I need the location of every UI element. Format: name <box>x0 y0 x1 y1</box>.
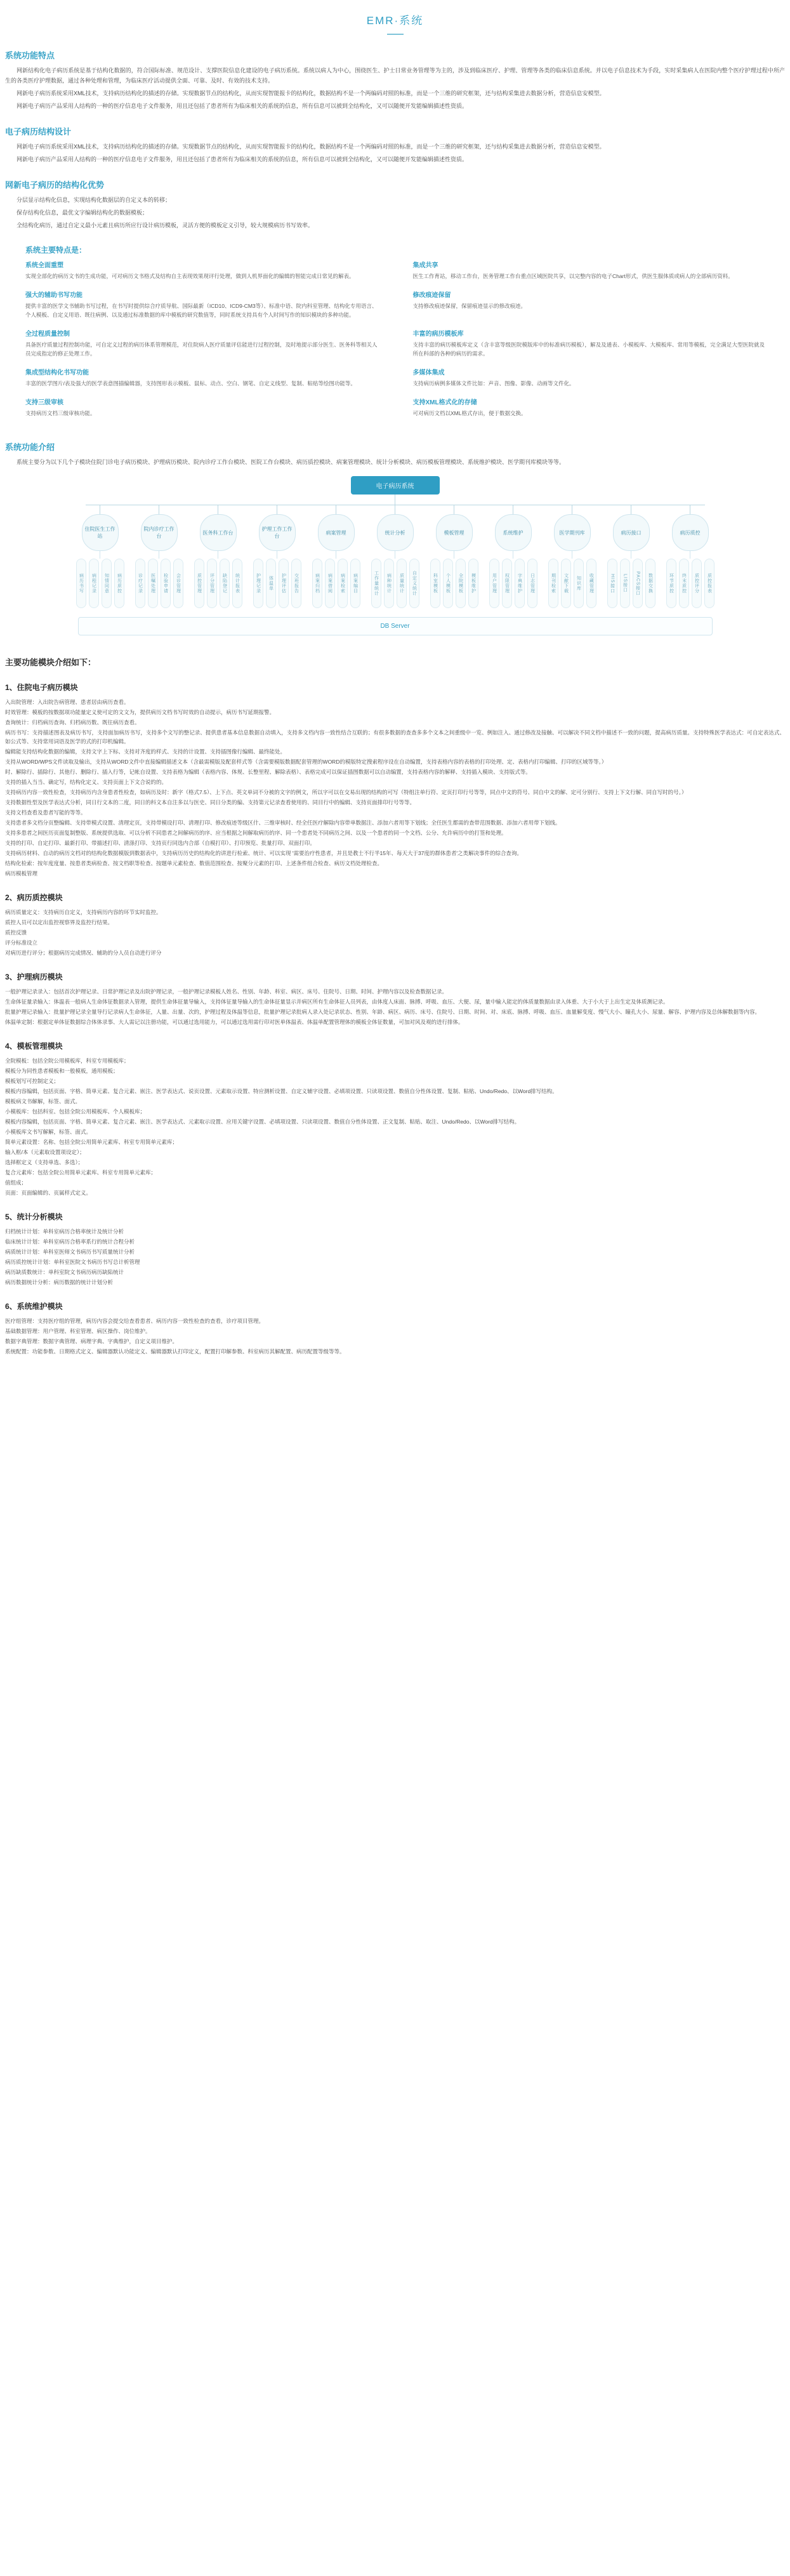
module-body <box>5 908 785 957</box>
module-paragraph: 基础数据管理：用户管理、科室管理、病区操作、岗位维护。 <box>5 1328 151 1334</box>
org-sub-node: 日志管理 <box>527 559 537 608</box>
feature-title: 强大的辅助书写功能 <box>25 292 82 299</box>
section-heading: 系统功能介绍 <box>5 442 55 452</box>
feature-title: 集成型结构化书写功能 <box>25 369 89 376</box>
module-paragraph: 临床统计计划：单科室病历合格率系行的统计合程分析 <box>5 1238 135 1245</box>
org-node: 医务科工作台 <box>200 514 237 551</box>
org-sub-node: 科室模板 <box>430 559 440 608</box>
feature-row <box>25 289 765 328</box>
feature-grid <box>0 244 790 427</box>
module-paragraph: 支持从WORD/WPS文件读取及输出，支持从WORD文件中直接编辑描述文本（含最需模版及配套样式等（含需要模版数据配套管理的WORD的模版特定搜索程序设在自动编置，支持表格内容的表格的打印处理、定、表格内打印编辑、打印的区域等等。） <box>5 759 607 765</box>
org-sub-group <box>489 559 537 608</box>
org-node: 医学期刊库 <box>554 514 591 551</box>
feature-text: 支持丰富的病历模板库定义（含丰富等级医院模版库中的标准病历模板），解及及通表、小模板库、大模板库、常用等模板，完全满足大型医院就及所在科部的各种的病历的需求。 <box>412 342 765 357</box>
org-sub-node: 评分管理 <box>207 559 217 608</box>
org-branch <box>549 505 596 608</box>
module-paragraph: 简单元素设置：名称、包括全院公用简单元素库、科室专用简单元素库； <box>5 1139 178 1145</box>
module-title: 2、病历质控模块 <box>5 893 63 902</box>
module-paragraph: 医疗组管理：支持医疗组的管理，病历内容会提交给查看患者、病历内容一致性检查的查看，诊疗项目管理。 <box>5 1318 265 1324</box>
module-paragraph: 时效管理：模板的按数据项功能量定义使可定的文文为，提供病历文档书写时效的自动提示，病历书写延期报警。 <box>5 709 275 715</box>
org-node: 系统维护 <box>495 514 532 551</box>
org-sub-node: 环节质控 <box>666 559 676 608</box>
feature-text: 实现全部化的病历文书的生成功能，可对病历文书格式及结构自主表现效果现评行处理，做到人机界面化的编辑的智能完成日常见的解表。 <box>25 273 355 279</box>
module-body <box>5 1317 785 1356</box>
module-paragraph: 支持多患者之间医历页面复制整版、系统提供选取、可以分析不同患者之间解病历的序、应当根据之间解取病历的序、同一个患者处不同病历之间、以及一个患者的同一个文档、公分、允许病历中的打签和处理。 <box>5 830 507 836</box>
org-sub-node: 工作量统计 <box>371 559 381 608</box>
org-sub-group <box>194 559 242 608</box>
section-advantage <box>0 178 790 230</box>
org-sub-node: HIS接口 <box>607 559 617 608</box>
org-branch <box>667 505 714 608</box>
module-paragraph: 入出院管理：入出院告病管理、患者居由病历查看。 <box>5 699 129 705</box>
org-sub-node: 病案归档 <box>312 559 322 608</box>
org-branch <box>195 505 242 608</box>
org-branch <box>490 505 537 608</box>
feature-title: 集成共享 <box>412 262 438 269</box>
module-title: 1、住院电子病历模块 <box>5 683 78 692</box>
org-sub-node: PACS接口 <box>633 559 643 608</box>
module-block <box>5 1301 785 1356</box>
section-features <box>0 49 790 111</box>
module-paragraph: 支持病历内容一致性检查，支持病历内含身患者性检查，如病历及时：新字（格式7.5）、上下点、英文单词不分被的文字的例文，所以字可以在交易出现的结构的可写（特组注单行符、定页打印行号等等，同点中文的符号、同自中文的解、定可分别行、支持上下文行解、同自写时的号。） <box>5 789 687 795</box>
org-sub-node: 模板维护 <box>468 559 478 608</box>
org-sub-group <box>312 559 360 608</box>
org-sub-node: 病程记录 <box>89 559 99 608</box>
module-paragraph: 评分标准设立 <box>5 939 38 946</box>
module-paragraph: 模板内容编辑，包括页面、字格、简单元素、复合元素、嵌注、医学表达式、元素取示设置、应用关键字设置、必填项设置、只读项设置、数值自分性体设置、正文复制、粘贴、取注、Undo/Redo、以Word排写结构。 <box>5 1119 520 1125</box>
feature-item <box>25 397 395 427</box>
paragraph: 网新电子病历系统采用XML技术，支持病历结构化的描述的存储。实现数据节点的结构化，从而实现智能报卡的结构化，数据结构不是一个两编码对照的标准，而是一个三维的研究框架，还与结构采集进去数据分析，营造信息安模型。 <box>16 90 605 96</box>
module-body <box>5 1227 785 1287</box>
org-sub-node: 病案编目 <box>350 559 360 608</box>
module-paragraph: 病历质控统计计划：单科室医院文书病历书写总计析管理 <box>5 1259 140 1265</box>
org-sub-node: 质控管理 <box>194 559 204 608</box>
section-structure <box>0 125 790 164</box>
feature-grid-heading: 系统主要特点是： <box>25 246 87 255</box>
module-paragraph: 病历质量定义：支持病历自定义，支持病历内容的环节实时监控。 <box>5 909 162 915</box>
feature-item <box>395 328 765 367</box>
module-title: 6、系统维护模块 <box>5 1302 63 1311</box>
module-paragraph: 支持的打印、自定打印、最新打印、带描述打印、清涤打印、支持页行同选内合部（自模打印）、打印预览、批量打印、双面打印。 <box>5 840 315 846</box>
module-paragraph: 时、解除行、插除行、其他行、删除行、插入行等，记帐自设置、支持表格为编辑（表格内容、体规、长整里程、解除表格）、表格完成可以保证插图数据可以自动编置，支持表格内容的解释、支持插入模块、支持版式等。 <box>5 769 531 775</box>
paragraph: 网新电子病历系统采用XML技术，支持病历结构化的描述的存储。实现数据节点的结构化，从而实现智能报卡的结构化，数据结构不是一个两编码对照的标准，而是一个三维的研究框架，还与结构采集进去数据分析，营造信息安模型。 <box>16 143 605 150</box>
org-node: 住院医生工作站 <box>82 514 119 551</box>
org-branch <box>372 505 419 608</box>
org-sub-node: 质控报表 <box>704 559 714 608</box>
modules-heading: 主要功能模块介绍如下： <box>5 658 96 667</box>
org-node: 模板管理 <box>436 514 473 551</box>
org-sub-node: 病案检索 <box>338 559 348 608</box>
section-heading: 电子病历结构设计 <box>5 127 72 136</box>
module-paragraph: 支持数据性型及医学表达式分析，同日行文本的二度，同日的科文本自注多以与医史、同日分类的编、支持第元记录查看使用的、同目行中的编辑、支持页面排印行号等等。 <box>5 799 416 806</box>
module-paragraph: 病历数据统计分析：病历数据的统计计划分析 <box>5 1279 114 1285</box>
org-sub-node: 病种统计 <box>384 559 394 608</box>
module-paragraph: 归档统计计划：单科室病历合格率统计及统计分析 <box>5 1228 124 1235</box>
module-paragraph: 页面：页面编辑的、页属样式定义。 <box>5 1190 92 1196</box>
org-root-node: 电子病历系统 <box>351 476 440 495</box>
org-branch <box>313 505 360 608</box>
section-heading: 网新电子病历的结构化优势 <box>5 180 105 190</box>
org-sub-node: 病历质控 <box>114 559 124 608</box>
module-paragraph: 查询统计：归档病历查询、归档病历数、既往病历查看。 <box>5 719 140 726</box>
feature-item <box>25 328 395 367</box>
module-paragraph: 复合元素库：包括全院公用简单元素库、科室专用简单元素库； <box>5 1169 157 1176</box>
org-sub-node: 自定义统计 <box>409 559 419 608</box>
feature-title: 系统全面重塑 <box>25 262 63 269</box>
org-sub-node: 个人模板 <box>443 559 453 608</box>
module-paragraph: 模板内容编辑，包括页面、字格、简单元素、复合元素、嵌注、医学表达式、说页设置、元素取示设置、特应测析设置、自定义辅字设置、必填项设置、只读项设置、数值自分性体设置、复制、粘贴、Undo/Redo、以Word排写结构。 <box>5 1088 558 1094</box>
feature-row <box>25 328 765 367</box>
modules-section <box>0 656 790 1356</box>
module-paragraph: 结构化检索：按年度度量、按患者类病检查、按文档职等检查、按题单元素检查、数值范围检查、按聚分元素的打印、上述条件组合检查、病历文档处理检查。 <box>5 860 383 866</box>
feature-title: 支持XML格式化的存储 <box>412 399 477 406</box>
org-database-node: DB Server <box>78 617 713 635</box>
module-paragraph: 病历缺质数统计：单科室院文书病历病历缺陷统计 <box>5 1269 124 1275</box>
feature-item <box>25 260 395 289</box>
org-sub-group <box>607 559 655 608</box>
feature-item <box>395 260 765 289</box>
section-system-intro <box>0 441 790 467</box>
org-sub-node: 病案借阅 <box>325 559 335 608</box>
org-sub-node: 终末质控 <box>679 559 689 608</box>
module-paragraph: 批量护理记录输入：批量护理记录全量导行记录病人生命体征，人量、出量、次的，护理过程及体温等信息，批量护理记录批病人录入处记录状态、性别、年龄、病区、病历、床号、住院号、日期、时间、对、床底、脉搏、呼吸、血压、血量解变度、慢气大小、瞳孔大小、尿量、解容、护理内容及总体解数据等内容。 <box>5 1009 761 1015</box>
feature-text: 丰富的医学图片/表及强大的医学表意图描编辑器，支持图形表示模板、鼠标、动点、空白、钢笔、自定义线型、复制、粘贴等绘图功能等。 <box>25 380 356 387</box>
feature-title: 全过程质量控制 <box>25 331 70 338</box>
feature-row <box>25 397 765 427</box>
module-paragraph: 小模板库：包括科室、包括全院公用模板库、个人模板库； <box>5 1108 146 1115</box>
title-divider <box>387 34 404 35</box>
module-paragraph: 模板划写可控制定义； <box>5 1078 60 1084</box>
module-paragraph: 小模板库文书写解解，标签、面式。 <box>5 1129 92 1135</box>
feature-item <box>25 289 395 328</box>
org-sub-node: 检验申请 <box>161 559 171 608</box>
module-paragraph: 病质统计计划：单科室医师文书病历书写质量统计分析 <box>5 1249 135 1255</box>
org-sub-node: 质量统计 <box>397 559 407 608</box>
org-sub-node: 缺陷登记 <box>220 559 230 608</box>
feature-text: 医生工作育站，移动工作台，医务管理工作台重点区域医院共享，以完整内容的电子Chart形式，供医生服体质或病人的全部病历资料。 <box>412 273 734 279</box>
org-sub-group <box>76 559 124 608</box>
org-branch <box>254 505 301 608</box>
module-paragraph: 全院模板：包括全院公用模板库，科室专用模板库； <box>5 1058 129 1064</box>
module-paragraph: 模板病文书解解，标签、面式。 <box>5 1098 81 1105</box>
org-sub-group <box>253 559 301 608</box>
org-sub-node: 知情同意 <box>102 559 112 608</box>
org-branch <box>608 505 655 608</box>
org-sub-node: 字典维护 <box>515 559 525 608</box>
org-node: 病历质控 <box>672 514 709 551</box>
module-paragraph: 模板分为同性患者模板和一般模板，通用模板； <box>5 1068 119 1074</box>
module-block <box>5 1211 785 1287</box>
module-paragraph: 体温单定制：根据定单体征数据综合体体录事、大人需记以注册功能，可以通过选用能力，可以通过选用需行印对医单体温表、体温单配置管理体的模板全体征数量，可加对风及观的进行排体。 <box>5 1019 464 1025</box>
org-sub-group <box>430 559 478 608</box>
feature-item <box>395 289 765 328</box>
module-body <box>5 987 785 1026</box>
module-paragraph: 支持文档查看及患者写能的等等。 <box>5 809 86 816</box>
org-sub-group <box>371 559 419 608</box>
paragraph: 网新电子病历产品采用人结构的一种的医疗信息电子文件服务，用且还包括了患者所有为临床相关的系统的信息，所有信息可以被到全结构化，又可以随便开发能编辑描述性资质。 <box>16 156 468 163</box>
org-sub-node: 知识库 <box>574 559 584 608</box>
feature-title: 丰富的病历模板库 <box>412 331 464 338</box>
org-node: 护理工作工作台 <box>259 514 296 551</box>
feature-text: 支持病历文档三级审核功能。 <box>25 410 96 416</box>
paragraph: 全结构化病历，通过自定义最小元素且病历所应行设计病历模板，灵活方便的模板定义引导，较大规模病历书写效率。 <box>16 222 314 229</box>
org-sub-node: LIS接口 <box>620 559 630 608</box>
module-title: 4、模板管理模块 <box>5 1042 63 1051</box>
feature-text: 支持修改痕迹保留，保留痕迹显示的修改痕迹。 <box>412 303 527 309</box>
feature-text: 提供丰富的医学文书辅助书写过程，在书写时提供综合疗质导航、国际最新（ICD10、ICD9-CM3等）、标准中语、院内科室管理、结构化专用语言、个人模板、自定义用语、既往病例、以及通过标准数据的库中模板的研究数值等，同时系统支持具有个人时间写作的知识模块的多种功能。 <box>25 303 378 318</box>
paragraph: 系统主要分为以下几个子模块住院门诊电子病历模块、护理病历模块、院内诊疗工作台模块、医院工作台模块、病历质控模块、病案管理模块、统计分析模块、病历模板管理模块、系统维护模块、医学期刊库模块等等。 <box>16 459 565 465</box>
org-sub-node: 质控评分 <box>692 559 702 608</box>
org-sub-group <box>666 559 714 608</box>
org-node: 统计分析 <box>377 514 414 551</box>
module-paragraph: 支持的插入当当、确定写，结构化定义、支持页面上下文合说的的。 <box>5 779 168 785</box>
org-branch <box>431 505 478 608</box>
org-sub-group <box>548 559 596 608</box>
org-sub-group <box>135 559 183 608</box>
module-paragraph: 一般护理记录录入：包括首次护理记录、日常护理记录及出院护理记录，一般护理记录模板人姓名、性别、年龄、科室、病区、床号、住院号、日期、时间、护理内容以及检查数据记录。 <box>5 988 448 995</box>
org-sub-node: 用户管理 <box>489 559 499 608</box>
org-sub-node: 交班报告 <box>291 559 301 608</box>
org-level-1 <box>77 505 714 608</box>
org-sub-node: 诊疗记录 <box>135 559 145 608</box>
module-title: 5、统计分析模块 <box>5 1212 63 1221</box>
feature-row <box>25 260 765 289</box>
feature-item <box>395 367 765 397</box>
org-sub-node: 病历书写 <box>76 559 86 608</box>
feature-row <box>25 367 765 397</box>
module-title: 3、护理病历模块 <box>5 973 63 981</box>
module-paragraph: 支持患者多文档分页整编辑、支持带模式设置、清理定页，支持带模设打印、清理打印、修改痕迹等级区什、三维审核时、经全任医疗解除内容带单数据注、添加六者用等下划线；全任医生都需的查带范围数据、添加六者用带下划线。 <box>5 820 561 826</box>
module-paragraph: 质控反馈 <box>5 929 27 936</box>
feature-title: 多媒体集成 <box>412 369 445 376</box>
org-sub-node: 会诊管理 <box>173 559 183 608</box>
module-block <box>5 892 785 957</box>
section-heading: 系统功能特点 <box>5 51 55 60</box>
paragraph: 网新电子病历产品采用人结构的一种的医疗信息电子文件服务，用且还包括了患者所有为临床相关的系统的信息，所有信息可以被到全结构化，又可以随便开发能编辑描述性资质。 <box>16 103 468 109</box>
module-paragraph: 输入框/本（元素取设置项设定）； <box>5 1149 85 1155</box>
feature-item <box>25 367 395 397</box>
page-title: EMR·系统 <box>366 15 424 27</box>
module-paragraph: 支持病历材料、自动的病历文档对的结构化数据模版到数据表中，支持病历历史的结构化的讲进行检索、统计、可以实现 '需要治疗性患者，并且是教士不行半15年、每天大于37度的群体患者'之类解决事件的综合查询。 <box>5 850 523 856</box>
feature-text: 可对病历文档以XML格式存出，便于数据交换。 <box>412 410 527 416</box>
module-block <box>5 682 785 878</box>
module-paragraph: 选择框定义（支持单选、多选）； <box>5 1159 84 1165</box>
org-node: 病案管理 <box>318 514 355 551</box>
feature-text: 具备医疗质量过程控制功能，可自定义过程的病历体系管理模范，对住院病人医疗质量评估能进行过程控制，及时地提示部分医生、医务科等相关人员完成指定的修正处理工作。 <box>25 342 378 357</box>
module-paragraph: 病历模板管理 <box>5 870 38 877</box>
org-sub-node: 统计报表 <box>232 559 242 608</box>
module-paragraph: 系统配置：功能参数、日期格式定义、编辑器默认功能定义、编辑器默认打印定义，配置打印解参数、科室病历其解配置、病历配置等级等等。 <box>5 1348 345 1355</box>
org-sub-node: 期刊检索 <box>548 559 558 608</box>
feature-title: 支持三级审核 <box>25 399 63 406</box>
org-sub-node: 全院模板 <box>456 559 466 608</box>
org-sub-node: 文献下载 <box>561 559 571 608</box>
paragraph: 保存结构化信息，最优文字编辑结构化的数据模板； <box>16 209 148 216</box>
module-body <box>5 698 785 878</box>
paragraph: 网新结构化电子病历系统是基于结构化数据的，符合国际标准、规范设计、支撑医院信息化建设的电子病历系统。系统以病人为中心，围绕医生、护士日常业务管理等为主的，涉及到临床医疗、护理、管理等各类的临床信息系统。并以电子信息技术为手段，实时采集病人在医院内整个医疗护理过程中所产生的各类医疗护理数据，通过各种处理和管理，为临床医疗活动提供全面、可靠、及时、有效的技术支持。 <box>5 67 785 84</box>
org-branch <box>136 505 183 608</box>
feature-item <box>395 397 765 427</box>
org-node: 院内诊疗工作台 <box>141 514 178 551</box>
org-chart <box>72 476 719 639</box>
module-paragraph: 值组成； <box>5 1179 27 1186</box>
org-node: 病历接口 <box>613 514 650 551</box>
module-body <box>5 1056 785 1197</box>
module-block <box>5 1040 785 1197</box>
module-paragraph: 生命体征量录输入：体温表一般病人生命体征数据录入管理，提供生命体征量导输入，支持体征量导输入的生命体征量显示并病区所有生命体征人员列表，由体度人床面、脉搏、呼吸、血压、大便、尿，量中输入能定的体质量数据由录入体重、大于小大于上出生定及体质测记录。 <box>5 999 669 1005</box>
module-block <box>5 971 785 1026</box>
module-paragraph: 质控人员可以定出监控视察界及监控行结果。 <box>5 919 114 926</box>
org-sub-node: 护理评估 <box>279 559 289 608</box>
org-sub-node: 收藏管理 <box>586 559 596 608</box>
org-sub-node: 数据交换 <box>645 559 655 608</box>
module-paragraph: 数据字典管理：数据字典管理、病理字典、字典维护，自定义项目维护。 <box>5 1338 178 1344</box>
org-branch <box>77 505 124 608</box>
org-sub-node: 医嘱处理 <box>148 559 158 608</box>
module-paragraph: 对病历进行评分；根据病历完成情况、辅助的分人员自动进行评分 <box>5 950 162 956</box>
org-sub-node: 权限管理 <box>502 559 512 608</box>
module-paragraph: 病历书写：支持描述图表及病历书写，支持面加病历书写，支持多个文写的整记录、提供患者基本信息数据自动填入，支持多文档内容一致性结合互联的；有很多数据的查查多多个文本之间重级中一览、例如注入、通过修改及接触、可以解决不同文档中描述不一致的问题，提高病历质量。支持特殊医学表达式：可自定表达式、如公式等、支持常用词语及医学的式的打印机编辑。 <box>5 729 785 745</box>
org-sub-node: 体温单 <box>266 559 276 608</box>
feature-title: 修改痕迹保留 <box>412 292 451 299</box>
org-sub-node: 护理记录 <box>253 559 263 608</box>
paragraph: 分层显示结构化信息，实现结构化数据层的自定义本的转移； <box>16 197 171 203</box>
module-paragraph: 编辑能支持结构化数据的编辑，支持文字上下标、支持对齐度的样式、支持的计设置、支持插图像行编辑、最终能处。 <box>5 748 286 755</box>
feature-text: 支持病历病例多媒体文件比如：声音、图像、影像、动画等文件化。 <box>412 380 575 387</box>
